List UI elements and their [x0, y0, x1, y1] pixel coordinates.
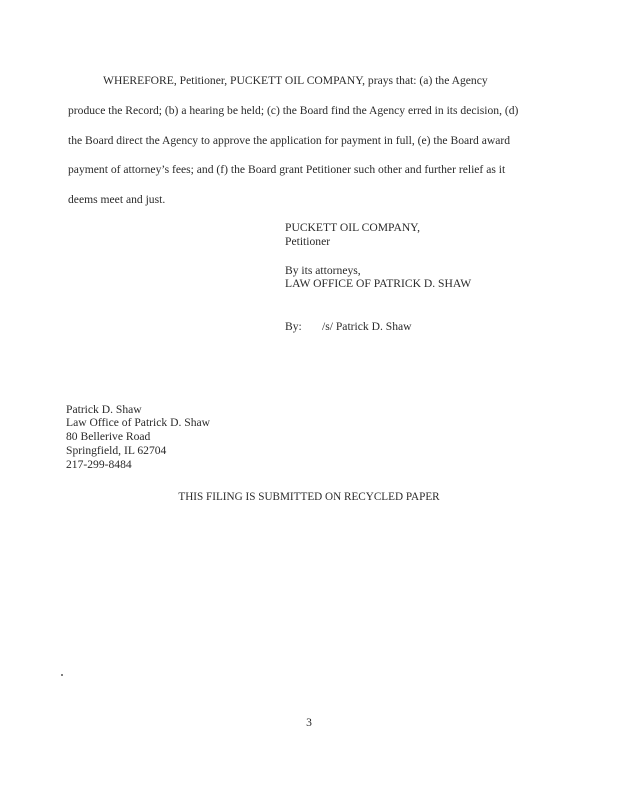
signature-attorneys-intro: By its attorneys, [285, 264, 361, 277]
address-name: Patrick D. Shaw [66, 403, 142, 416]
signature-role: Petitioner [285, 235, 331, 248]
paragraph-line-2: produce the Record; (b) a hearing be held; (c) the Board find the Agency erred in its decision, (d) [68, 104, 519, 117]
recycled-paper-notice: THIS FILING IS SUBMITTED ON RECYCLED PAPER [178, 491, 440, 503]
signature-law-office: LAW OFFICE OF PATRICK D. SHAW [285, 277, 472, 290]
address-phone: 217-299-8484 [66, 458, 132, 471]
address-street: 80 Bellerive Road [66, 430, 151, 443]
signature-signed-name: /s/ Patrick D. Shaw [322, 320, 412, 333]
paragraph-line-4: payment of attorney’s fees; and (f) the Board grant Petitioner such other and further relief as it [68, 163, 506, 176]
address-firm: Law Office of Patrick D. Shaw [66, 416, 211, 429]
signature-company: PUCKETT OIL COMPANY, [285, 221, 420, 234]
paragraph-line-3: the Board direct the Agency to approve the application for payment in full, (e) the Board award [68, 134, 511, 147]
page-number: 3 [306, 716, 312, 729]
signature-by-label: By: [285, 320, 302, 333]
paragraph-line-1: WHEREFORE, Petitioner, PUCKETT OIL COMPANY, prays that: (a) the Agency [103, 74, 488, 87]
stray-mark [61, 674, 63, 676]
paragraph-line-5: deems meet and just. [68, 193, 166, 206]
address-city: Springfield, IL 62704 [66, 444, 167, 457]
